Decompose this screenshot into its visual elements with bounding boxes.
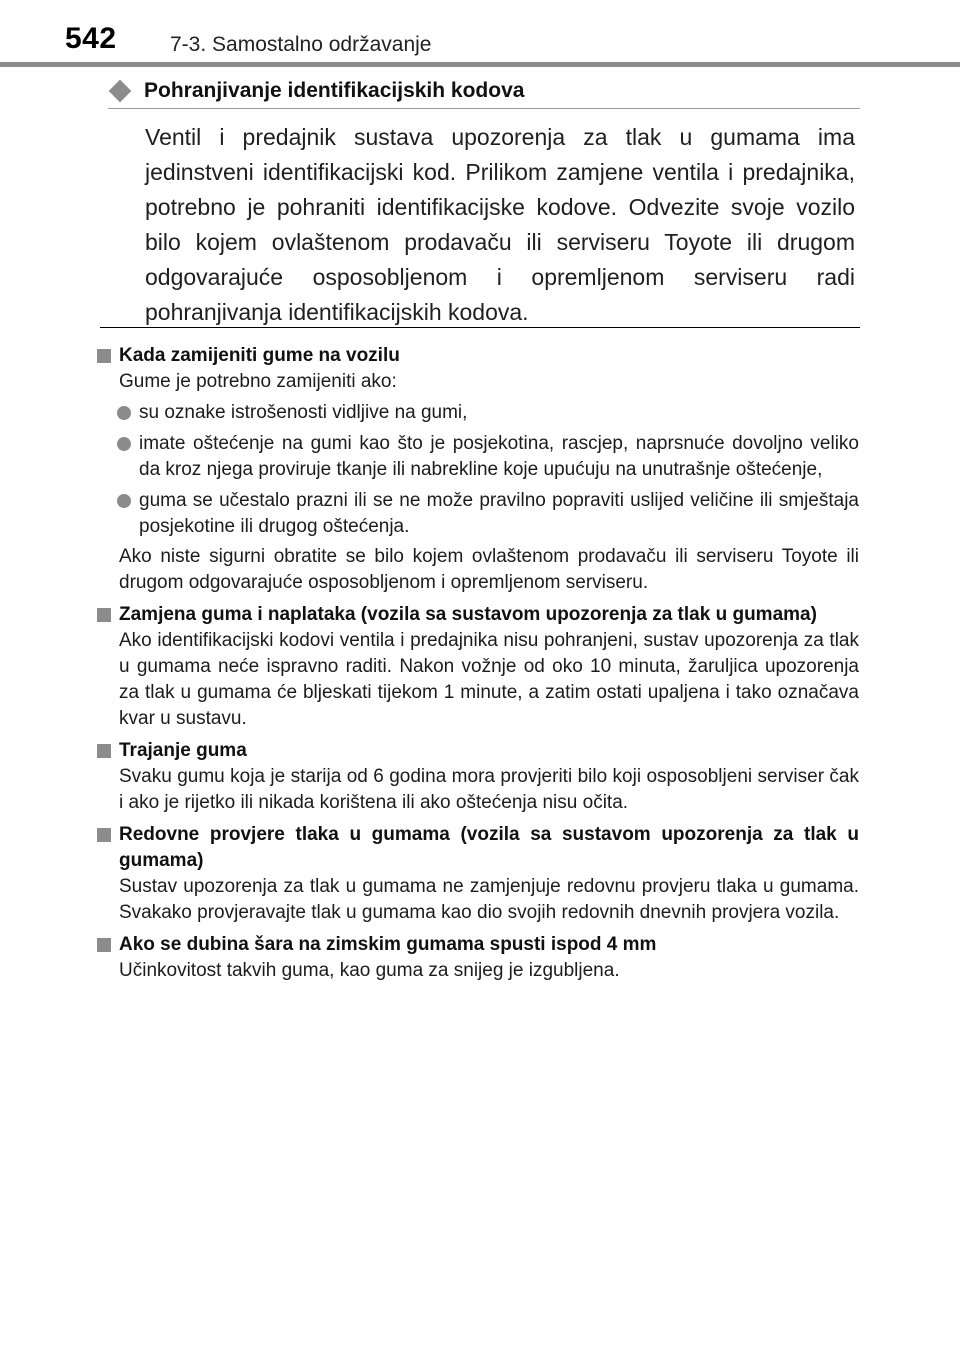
note-winter-tread-depth <box>97 932 859 984</box>
circle-bullet-icon <box>117 437 131 451</box>
square-bullet-icon <box>97 349 111 363</box>
section-heading <box>108 76 860 109</box>
note-pressure-checks <box>97 822 859 926</box>
note-body: Učinkovitost takvih guma, kao guma za snijeg je izgubljena. <box>119 960 620 981</box>
page-number: 542 <box>65 22 117 55</box>
section-intro: Ventil i predajnik sustava upozorenja za tlak u gumama ima jedinstveni identifikacijski kod. Prilikom zamjene ventila i predajnika, potrebno je pohraniti identifikacijske kodove. Odvezite svoje vozilo bilo kojem ovlaštenom prodavaču ili serviseru Toyote ili drugom odgovarajuće osposobljenom i opremljenom serviseru radi pohranjivanja identifikacijskih kodova. <box>145 124 855 325</box>
note-lead: Gume je potrebno zamijeniti ako: <box>119 371 397 392</box>
square-bullet-icon <box>97 938 111 952</box>
header-rule <box>0 62 960 67</box>
note-title: Trajanje guma <box>119 740 247 761</box>
square-bullet-icon <box>97 608 111 622</box>
note-heading <box>97 822 859 874</box>
note-closing: Ako niste sigurni obratite se bilo kojem ovlaštenom prodavaču ili serviseru Toyote ili drugom odgovarajuće osposobljenom i opremljenom serviseru. <box>119 546 859 593</box>
chapter-title: 7-3. Samostalno održavanje <box>170 33 432 56</box>
note-body: Ako identifikacijski kodovi ventila i predajnika nisu pohranjeni, sustav upozorenja za tlak u gumama neće ispravno raditi. Nakon vožnje od oko 10 minuta, žaruljica upozorenja za tlak u gumama će bljeskati tijekom 1 minute, a zatim ostati upaljena i tako označava kvar u sustavu. <box>119 630 859 729</box>
section-title: Pohranjivanje identifikacijskih kodova <box>144 79 525 102</box>
note-title: Redovne provjere tlaka u gumama (vozila sa sustavom upozorenja za tlak u gumama) <box>119 824 859 871</box>
note-title: Zamjena guma i naplataka (vozila sa sustavom upozorenja za tlak u gumama) <box>119 604 817 625</box>
list-item-text: guma se učestalo prazni ili se ne može pravilno popraviti uslijed veličine ili smještaja posjekotine ili drugog oštećenja. <box>139 490 859 537</box>
note-heading <box>97 602 859 628</box>
note-tire-lifespan <box>97 738 859 816</box>
note-heading <box>97 738 859 764</box>
note-title: Kada zamijeniti gume na vozilu <box>119 345 400 366</box>
note-title: Ako se dubina šara na zimskim gumama spusti ispod 4 mm <box>119 934 657 955</box>
circle-bullet-icon <box>117 494 131 508</box>
list-item-text: imate oštećenje na gumi kao što je posjekotina, rascjep, naprsnuće dovoljno veliko da kroz njega proviruje tkanje ili nabrekline koje upućuju na unutrašnje oštećenje, <box>139 433 859 480</box>
list-item <box>117 488 859 540</box>
square-bullet-icon <box>97 744 111 758</box>
note-body: Sustav upozorenja za tlak u gumama ne zamjenjuje redovnu provjeru tlaka u gumama. Svakako provjeravajte tlak u gumama kao dio svojih redovnih dnevnih provjera vozila. <box>119 876 859 923</box>
list-item <box>117 400 859 426</box>
note-tire-rim-replacement <box>97 602 859 732</box>
square-bullet-icon <box>97 828 111 842</box>
note-tire-replacement <box>97 343 859 596</box>
note-body: Svaku gumu koja je starija od 6 godina mora provjeriti bilo koji osposobljeni serviser čak i ako je rijetko ili nikada korištena ili ako oštećenja nisu očita. <box>119 766 859 813</box>
note-heading <box>97 932 859 958</box>
page-header <box>0 0 960 70</box>
note-heading <box>97 343 859 369</box>
circle-bullet-icon <box>117 406 131 420</box>
notes-content <box>97 338 859 990</box>
diamond-bullet-icon <box>109 80 132 103</box>
list-item <box>117 431 859 483</box>
content-divider <box>100 327 860 328</box>
list-item-text: su oznake istrošenosti vidljive na gumi, <box>139 402 468 423</box>
